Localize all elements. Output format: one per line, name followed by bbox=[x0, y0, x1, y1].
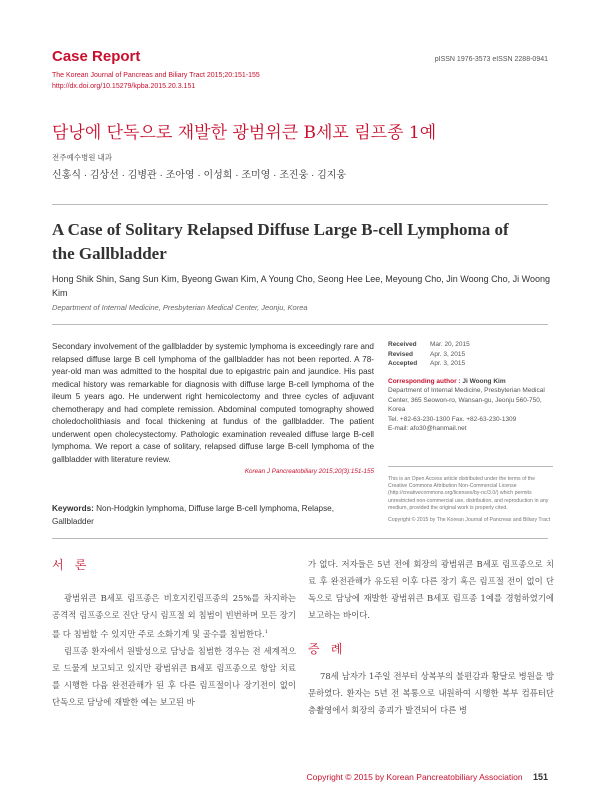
footer-copyright: Copyright © 2015 by Korean Pancreatobiliary Association bbox=[306, 772, 523, 782]
korean-affiliation: 전주예수병원 내과 bbox=[52, 153, 113, 162]
revised-row bbox=[388, 350, 553, 360]
divider bbox=[52, 204, 548, 205]
intro-continuation: 가 없다. 저자들은 5년 전에 회장의 광범위큰 B세포 림프종으로 치료 후 완전관해가 유도된 이후 다른 장기 혹은 림프절 전이 없이 단독으로 담낭에 재발한 광범위큰 B세포 림프종 1예를 경험하였기에 보고하는 바이다. bbox=[308, 559, 554, 620]
open-access-notice: This is an Open Access article distributed under the terms of the Creative Commons Attribution Non-Commercial License (http://creativecommons.org/licenses/by-nc/3.0/) which permits unrestricted non-commercial use, distribution, and reproduction in any medium, provided the original work is properly cited. bbox=[388, 476, 549, 511]
reference-mark[interactable]: 1 bbox=[264, 629, 268, 635]
received-date: Mar. 20, 2015 bbox=[430, 341, 470, 348]
keywords-list: Non-Hodgkin lymphoma, Diffuse large B-cell lymphoma, Relapse, Gallbladder bbox=[52, 504, 334, 526]
revised-date: Apr. 3, 2015 bbox=[430, 350, 466, 358]
received-label: Received bbox=[388, 341, 417, 348]
received-row bbox=[388, 340, 553, 350]
journal-citation: The Korean Journal of Pancreas and Biliary Tract 2015;20:151-155 bbox=[52, 72, 260, 79]
accepted-label: Accepted bbox=[388, 360, 418, 367]
intro-paragraph bbox=[52, 590, 296, 643]
keywords-label: Keywords: bbox=[52, 504, 94, 513]
korean-title: 담낭에 단독으로 재발한 광범위큰 B세포 림프종 1예 bbox=[52, 123, 437, 143]
corresponding-author bbox=[388, 377, 553, 387]
case-column bbox=[308, 668, 554, 719]
issn: pISSN 1976-3573 eISSN 2288-0941 bbox=[434, 56, 548, 63]
corresponding-email[interactable]: E-mail: afo30@hanmail.net bbox=[388, 425, 467, 432]
corresponding-phone: Tel. +82-63-230-1300 Fax. +82-63-230-1309 bbox=[388, 415, 517, 423]
abstract-citation: Korean J Pancreatobiliary 2015;20(3):151-155 bbox=[244, 468, 374, 475]
journal-copyright: Copyright © 2015 by The Korean Journal of Pancreas and Biliary Tract bbox=[388, 517, 551, 523]
divider bbox=[52, 324, 548, 325]
corresponding-address: Department of Internal Medicine, Presbyterian Medical Center, 365 Seowon-ro, Wansan-gu, Jeonju 560-750, Korea bbox=[388, 387, 545, 413]
english-authors: Hong Shik Shin, Sang Sun Kim, Byeong Gwan Kim, A Young Cho, Seong Hee Lee, Meyoung Cho, Jin Woong Cho, Ji Woong Kim bbox=[52, 274, 550, 298]
korean-authors: 신홍식 · 김상선 · 김병관 · 조아영 · 이성희 · 조미영 · 조진웅 · 김지웅 bbox=[52, 170, 347, 181]
accepted-date: Apr. 3, 2015 bbox=[430, 360, 466, 367]
intro-paragraph: 림프종 환자에서 원발성으로 담낭을 침범한 경우는 전 세계적으로 드물게 보고되고 있지만 광범위큰 B세포 림프종으로 항암 치료를 시행한 다음 완전관해가 된 후 다른 림프절이나 장기전이 없이 단독으로 담낭에 재발한 예는 보고된 바 bbox=[52, 645, 296, 707]
case-paragraph: 78세 남자가 1주일 전부터 상복부의 불편감과 황달로 병원을 방문하였다. 환자는 5년 전 복통으로 내원하여 시행한 복부 컴퓨터단층촬영에서 회장의 종괴가 발견되어 다른 병 bbox=[308, 671, 554, 715]
revised-label: Revised bbox=[388, 350, 413, 358]
intro-paragraph-text: 광범위큰 B세포 림프종은 비호지킨림프종의 25%를 차지하는 공격적 림프종으로 진단 당시 림프절 외 침범이 빈번하며 모든 장기를 다 침범할 수 있지만 주로 소화기계 및 골수를 침범한다. bbox=[52, 593, 296, 639]
abstract-text: Secondary involvement of the gallbladder by systemic lymphoma is exceedingly rare and relapsed diffuse large B cell lymphoma of the gallbladder has not been reported. A 78-year-old man was admitted to the hospital due to epigastric pain and jaundice. His past medical history was remarkable for diagnosis with diffuse large B-cell lymphoma of the ileum 5 years ago. He underwent right hemicolectomy and three cycles of adjuvant chemotherapy and had complete remission. Abdominal computed tomography showed choledocholithiasis and focal thickening at fundus of the gallbladder. The patient underwent open cholecystectomy. Pathologic examination revealed diffuse large B-cell lymphoma. We report a case of solitary, relapsed diffuse large B-cell lymphoma of the gallbladder with literature review. bbox=[52, 342, 374, 464]
corresponding-name: Ji Woong Kim bbox=[462, 377, 506, 385]
divider bbox=[388, 466, 553, 467]
doi-link[interactable]: http://dx.doi.org/10.15279/kpba.2015.20.3.151 bbox=[52, 83, 196, 90]
section-heading-case: 증 례 bbox=[308, 642, 347, 656]
corresponding-label: Corresponding author : bbox=[388, 377, 461, 385]
page-footer bbox=[307, 772, 548, 782]
introduction-column bbox=[52, 590, 296, 711]
article-history bbox=[388, 340, 553, 434]
english-title: A Case of Solitary Relapsed Diffuse Large B-cell Lymphoma of the Gallbladder bbox=[52, 220, 509, 263]
section-heading-introduction: 서 론 bbox=[52, 558, 91, 572]
article-type: Case Report bbox=[52, 48, 141, 65]
keywords bbox=[52, 503, 374, 528]
page-number: 151 bbox=[532, 772, 548, 782]
english-affiliation: Department of Internal Medicine, Presbyterian Medical Center, Jeonju, Korea bbox=[52, 303, 308, 312]
accepted-row bbox=[388, 359, 553, 369]
journal-info bbox=[52, 70, 260, 92]
divider bbox=[52, 538, 548, 539]
